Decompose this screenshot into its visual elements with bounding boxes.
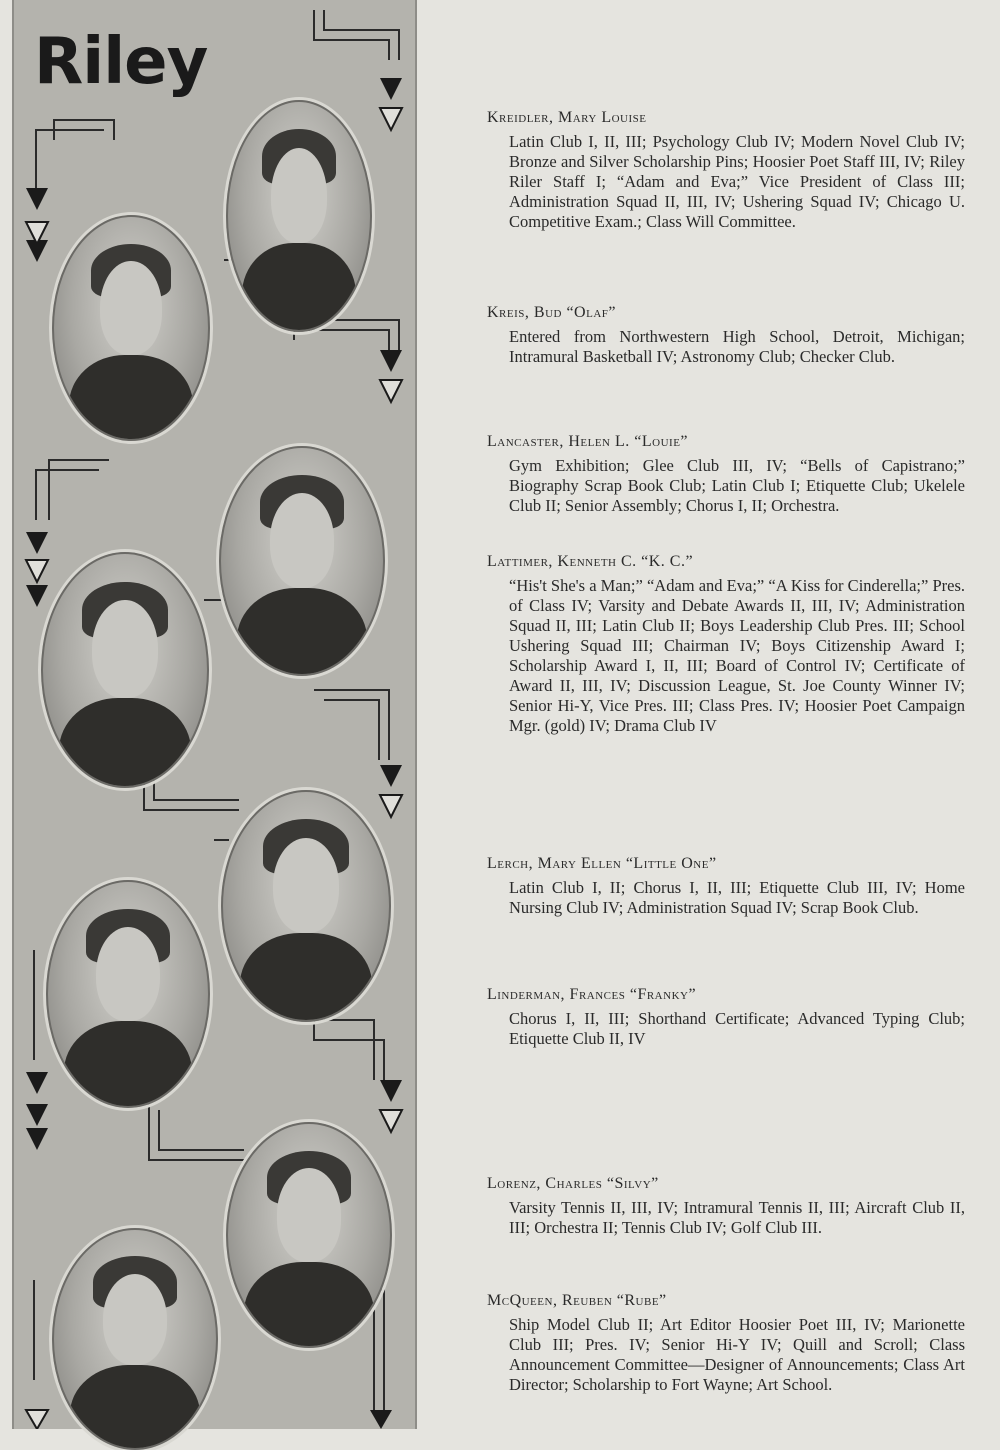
school-title: Riley — [34, 25, 208, 99]
student-entry — [487, 303, 965, 367]
photo-strip — [12, 0, 417, 1429]
clothing-shape — [64, 1021, 192, 1108]
student-entry — [487, 985, 965, 1049]
student-name: Lerch, Mary Ellen “Little One” — [487, 855, 717, 872]
student-activities: Latin Club I, II; Chorus I, II, III; Etiquette Club III, IV; Home Nursing Club IV; Administration Squad IV; Scrap Book Club. — [509, 878, 965, 917]
student-name: Kreidler, Mary Louise — [487, 109, 647, 126]
clothing-shape — [59, 698, 190, 788]
student-activities: Chorus I, II, III; Shorthand Certificate; Advanced Typing Club; Etiquette Club II, IV — [509, 1009, 965, 1048]
student-activities: Ship Model Club II; Art Editor Hoosier Poet III, IV; Marionette Club III; Pres. IV; Senior Hi-Y IV; Quill and Scroll; Class Announcement Committee—Designer of Announcements; Class Art Director; Scholarship to Fort Wayne; Art School. — [509, 1315, 965, 1394]
clothing-shape — [240, 933, 373, 1022]
face-shape — [100, 261, 162, 354]
face-shape — [103, 1274, 168, 1366]
student-name: Lattimer, Kenneth C. “K. C.” — [487, 553, 694, 570]
student-name: Lancaster, Helen L. “Louie” — [487, 433, 689, 450]
student-entry — [487, 552, 965, 736]
student-activities: Entered from Northwestern High School, Detroit, Michigan; Intramural Basketball IV; Astronomy Club; Checker Club. — [509, 327, 965, 366]
student-entry — [487, 1291, 965, 1395]
student-name: Kreis, Bud “Olaf” — [487, 304, 616, 321]
clothing-shape — [237, 588, 367, 676]
student-entry — [487, 108, 965, 232]
student-entry — [487, 1174, 965, 1238]
student-entry — [487, 854, 965, 918]
student-activities: Gym Exhibition; Glee Club III, IV; “Bells of Capistrano;” Biography Scrap Book Club; Latin Club I; Etiquette Club; Ukelele Club II; Senior Assembly; Chorus I, II; Orchestra. — [509, 456, 965, 515]
student-activities: Latin Club I, II, III; Psychology Club IV; Modern Novel Club IV; Bronze and Silver Scholarship Pins; Hoosier Poet Staff III, IV; Riley Riler Staff I; “Adam and Eva;” Vice President of Class III; Administration Squad II, III, IV; Ushering Squad IV; Chicago U. Competitive Exam.; Class Will Committee. — [509, 132, 965, 231]
face-shape — [96, 927, 160, 1021]
face-shape — [270, 493, 335, 588]
clothing-shape — [242, 243, 356, 332]
portrait-lancaster — [219, 446, 385, 676]
portrait-kreidler — [226, 100, 372, 332]
face-shape — [277, 1168, 342, 1261]
clothing-shape — [70, 1365, 200, 1450]
portrait-kreis — [52, 215, 210, 441]
student-activities: Varsity Tennis II, III, IV; Intramural Tennis II, III; Aircraft Club II, III; Orchestra II; Tennis Club IV; Golf Club III. — [509, 1198, 965, 1237]
student-entry — [487, 432, 965, 516]
portrait-mcqueen — [52, 1228, 218, 1450]
portrait-lerch — [221, 790, 391, 1022]
student-name: Linderman, Frances “Franky” — [487, 986, 697, 1003]
face-shape — [92, 600, 158, 697]
portrait-lattimer — [41, 552, 209, 788]
clothing-shape — [69, 355, 192, 441]
face-shape — [271, 148, 328, 244]
student-name: McQueen, Reuben “Rube” — [487, 1292, 667, 1309]
student-activities: “His't She's a Man;” “Adam and Eva;” “A Kiss for Cinderella;” Pres. of Class IV; Varsity and Debate Awards II, III, IV; Administration Squad II, III; Latin Club II; Boys Leadership Club Pres. III; School Ushering Squad III; Chairman IV; Boys Citizenship Award I; Scholarship Award I, II, III; Board of Control IV; Certificate of Award II, III, IV; Discussion League, St. Joe County Winner IV; Senior Hi-Y, Vice Pres. III; Class Pres. IV; Hoosier Poet Campaign Mgr. (gold) IV; Drama Club IV — [509, 576, 965, 735]
face-shape — [273, 838, 339, 934]
portrait-lorenz — [226, 1122, 392, 1348]
student-name: Lorenz, Charles “Silvy” — [487, 1175, 659, 1192]
clothing-shape — [244, 1262, 374, 1348]
portrait-linderman — [46, 880, 210, 1108]
